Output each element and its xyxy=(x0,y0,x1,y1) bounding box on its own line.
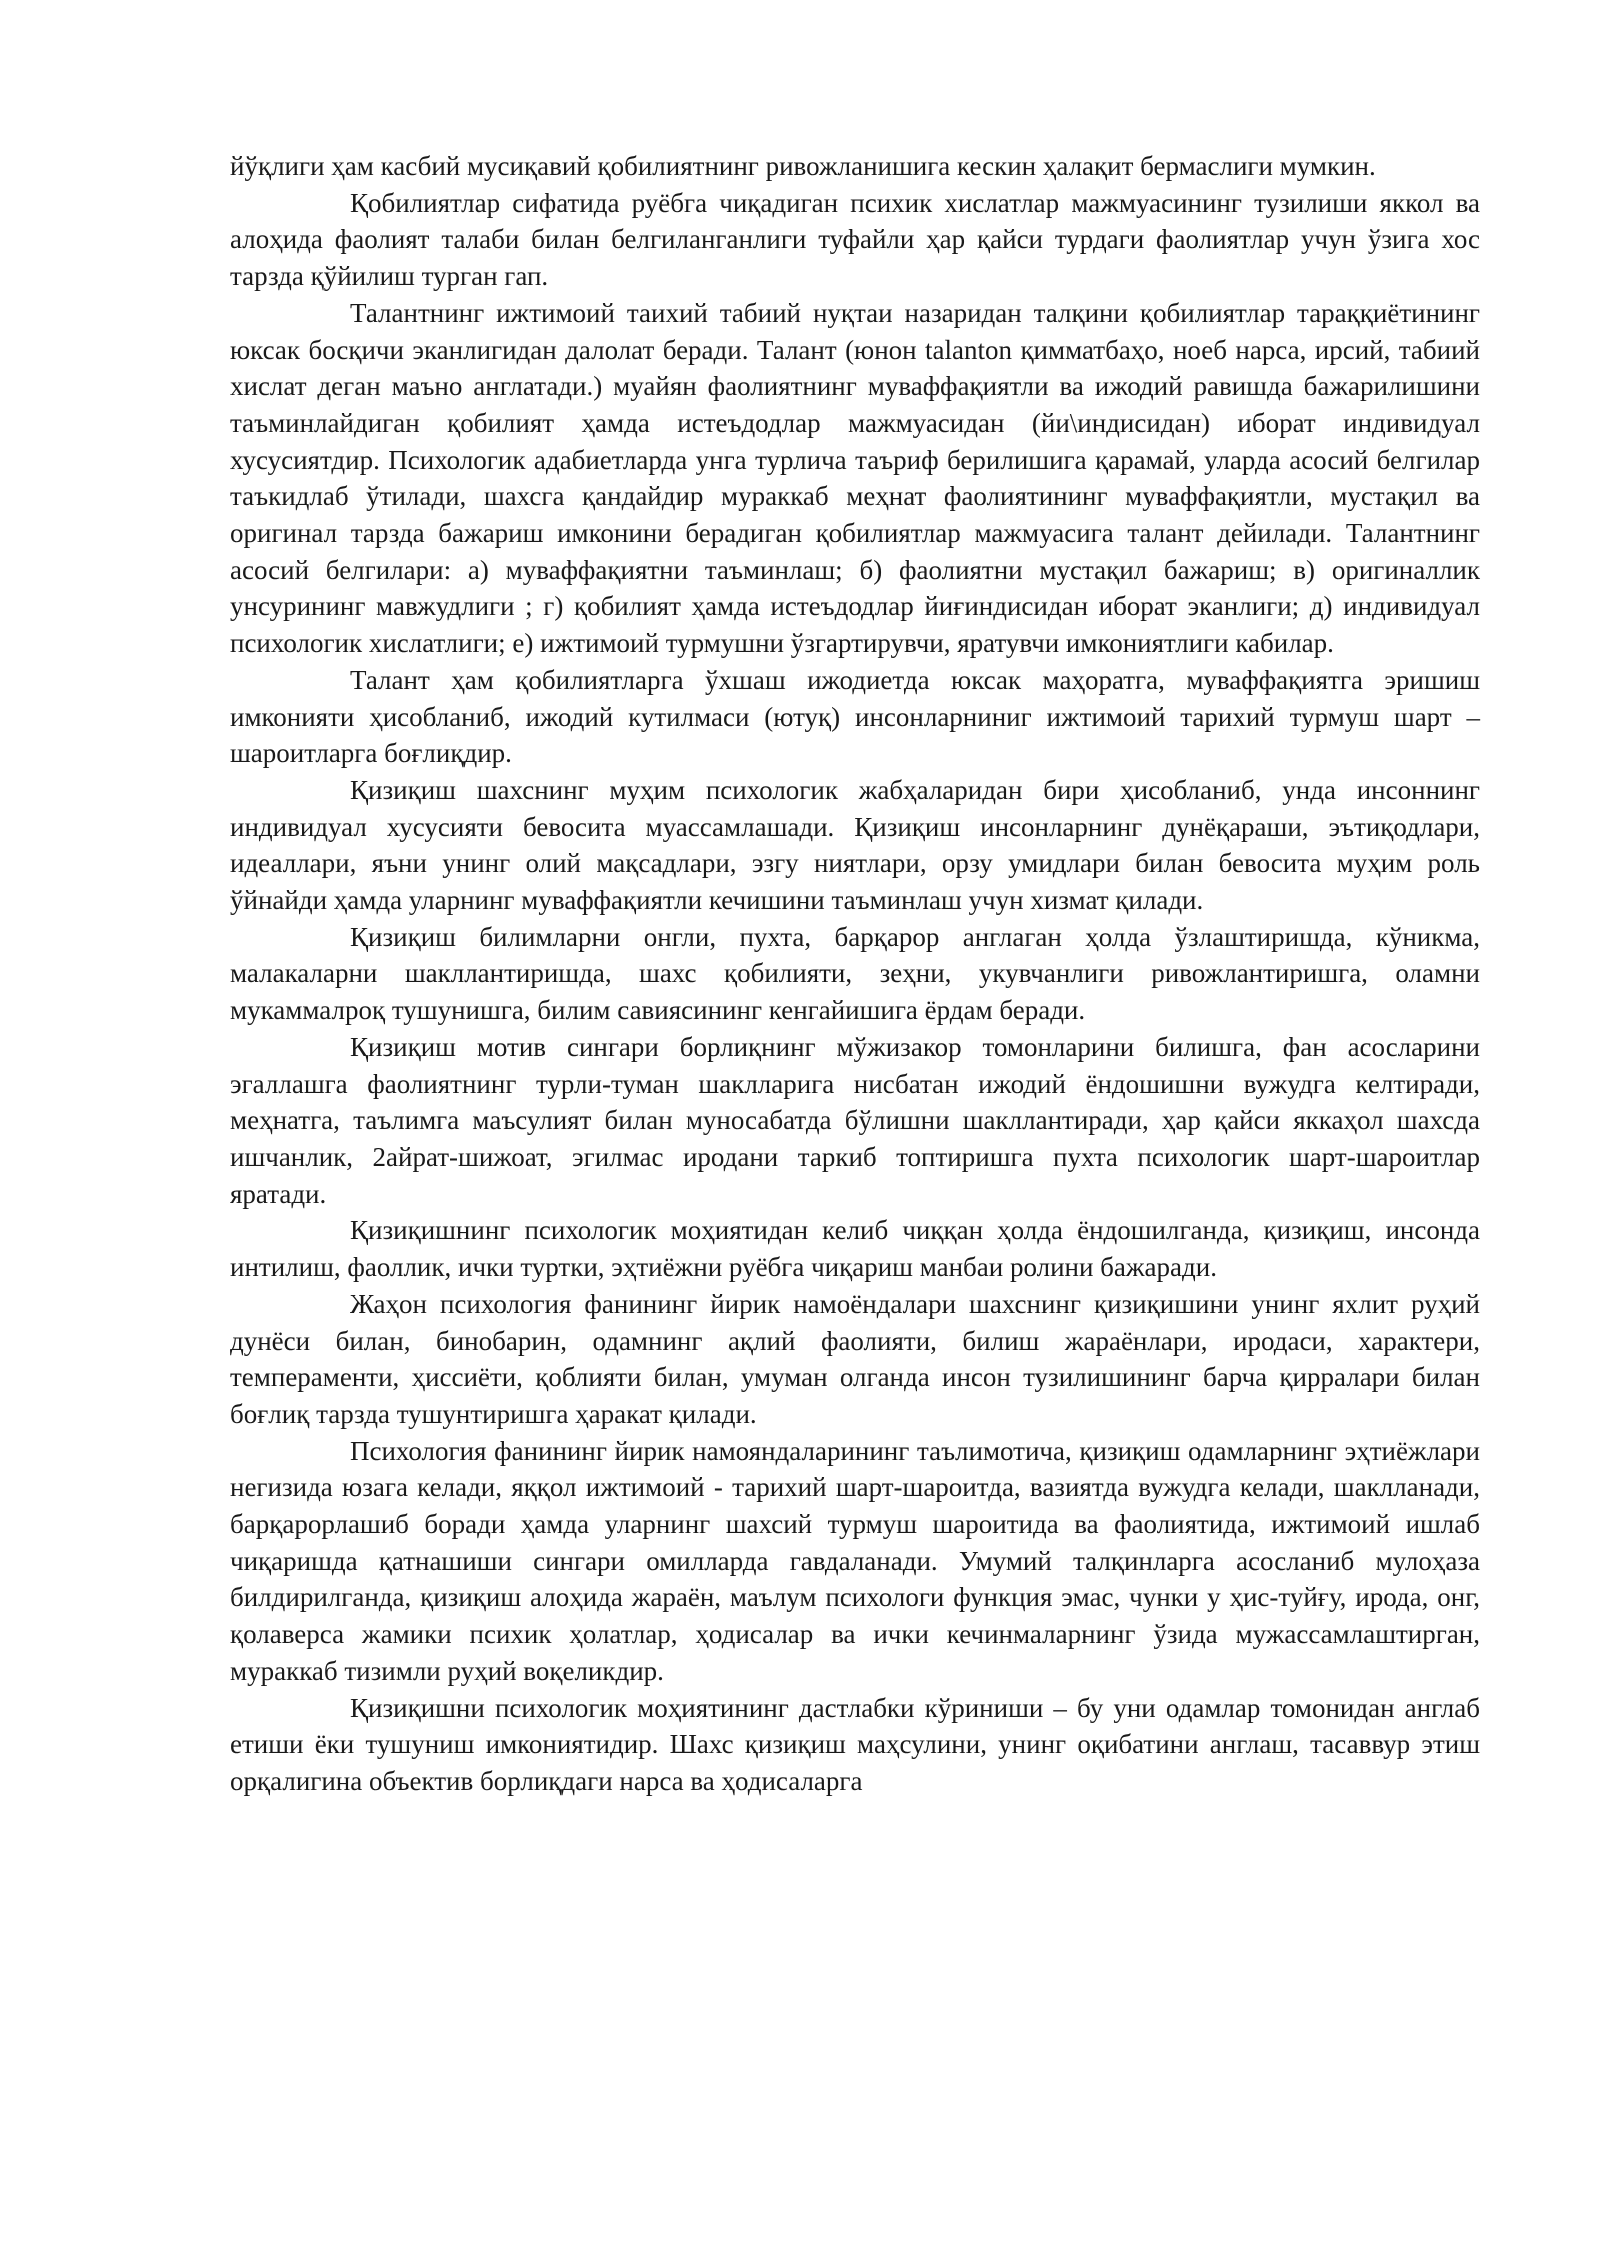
paragraph-3: Талантнинг ижтимоий таихий табиий нуқтаи назаридан талқини қобилиятлар тараққиётининг юксак босқичи эканлигидан далолат беради. Талант (юнон talanton қимматбаҳо, ноеб нарса, ирсий, табиий хислат деган маъно англатади.) муайян фаолиятнинг муваффақиятли ва ижодий равишда бажарилишини таъминлайдиган қобилият ҳамда истеъдодлар мажмуасидан (йи\индисидан) иборат индивидуал хусусиятдир. Психологик адабиетларда унга турлича таъриф берилишига қарамай, уларда асосий белгилар таъкидлаб ўтилади, шахсга қандайдир мураккаб меҳнат фаолиятининг муваффақиятли, мустақил ва оригинал тарзда бажариш имконини берадиган қобилиятлар мажмуасига талант дейилади. Талантнинг асосий белгилари: а) муваффақиятни таъминлаш; б) фаолиятни мустақил бажариш; в) оригиналлик унсурининг мавжудлиги ; г) қобилият ҳамда истеъдодлар йиғиндисидан иборат эканлиги; д) индивидуал психологик хислатлиги; е) ижтимоий турмушни ўзгартирувчи, яратувчи имкониятлиги кабилар. xyxy=(230,297,1480,659)
paragraph-11: Қизиқишни психологик моҳиятининг дастлабки кўриниши – бу уни одамлар томонидан англаб етиши ёки тушуниш имкониятидир. Шахс қизиқиш маҳсулини, унинг оқибатини англаш, тасаввур этиш орқалигина объектив борлиқдаги нарса ва ҳодисаларга xyxy=(230,1692,1480,1796)
paragraph-9: Жаҳон психология фанининг йирик намоёндалари шахснинг қизиқишини унинг яхлит руҳий дунёси билан, бинобарин, одамнинг ақлий фаолияти, билиш жараёнлари, иродаси, характери, темпераменти, ҳиссиёти, қоблияти билан, умуман олганда инсон тузилишининг барча қирралари билан боғлиқ тарзда тушунтиришга ҳаракат қилади. xyxy=(230,1288,1480,1429)
document-body xyxy=(230,148,1480,1800)
paragraph-4: Талант ҳам қобилиятларга ўхшаш ижодиетда юксак маҳоратга, муваффақиятга эришиш имконияти ҳисобланиб, ижодий кутилмаси (ютуқ) инсонларниниг ижтимоий тарихий турмуш шарт –шароитларга боғлиқдир. xyxy=(230,664,1480,769)
paragraph-1: йўқлиги ҳам касбий мусиқавий қобилиятнинг ривожланишига кескин ҳалақит бермаслиги мумкин. xyxy=(230,151,1376,181)
paragraph-8: Қизиқишнинг психологик моҳиятидан келиб чиққан ҳолда ёндошилганда, қизиқиш, инсонда интилиш, фаоллик, ички туртки, эҳтиёжни руёбга чиқариш манбаи ролини бажаради. xyxy=(230,1215,1480,1283)
paragraph-6: Қизиқиш билимларни онгли, пухта, барқарор англаган ҳолда ўзлаштиришда, кўникма, малакаларни шакллантиришда, шахс қобилияти, зеҳни, укувчанлиги ривожлантиришга, оламни мукаммалроқ тушунишга, билим савиясининг кенгайишига ёрдам беради. xyxy=(230,921,1480,1026)
paragraph-5: Қизиқиш шахснинг муҳим психологик жабҳаларидан бири ҳисобланиб, унда инсоннинг индивидуал хусусияти бевосита муассамлашади. Қизиқиш инсонларнинг дунёқараши, эътиқодлари, идеаллари, яъни унинг олий мақсадлари, эзгу ниятлари, орзу умидлари билан бевосита муҳим роль ўйнайди ҳамда уларнинг муваффақиятли кечишини таъминлаш учун хизмат қилади. xyxy=(230,774,1480,916)
paragraph-7: Қизиқиш мотив сингари борлиқнинг мўжизакор томонларини билишга, фан асосларини эгаллашга фаолиятнинг турли-туман шаклларига нисбатан ижодий ёндошишни вужудга келтиради, меҳнатга, таълимга маъсулият билан муносабатда бўлишни шакллантиради, ҳар қайси яккаҳол шахсда ишчанлик, 2айрат-шижоат, эгилмас иродани таркиб топтиришга пухта психологик шарт-шароитлар яратади. xyxy=(230,1031,1480,1209)
paragraph-2: Қобилиятлар сифатида руёбга чиқадиган психик хислатлар мажмуасининг тузилиши яккол ва алоҳида фаолият талаби билан белгиланганлиги туфайли ҳар қайси турдаги фаолиятлар учун ўзига хос тарзда қўйилиш турган гап. xyxy=(230,187,1480,292)
paragraph-10: Психология фанининг йирик намояндаларининг таълимотича, қизиқиш одамларнинг эҳтиёжлари негизида юзага келади, яққол ижтимоий - тарихий шарт-шароитда, вазиятда вужудга келади, шаклланади, барқарорлашиб боради ҳамда уларнинг шахсий турмуш шароитида ва фаолиятида, ижтимоий ишлаб чиқаришда қатнашиши сингари омилларда гавдаланади. Умумий талқинларга асосланиб мулоҳаза билдирилганда, қизиқиш алоҳида жараён, маълум психологи функция эмас, чунки у ҳис-туйғу, ирода, онг, қолаверса жамики психик ҳолатлар, ҳодисалар ва ички кечинмаларнинг ўзида мужассамлаштирган, мураккаб тизимли руҳий воқеликдир. xyxy=(230,1435,1480,1686)
